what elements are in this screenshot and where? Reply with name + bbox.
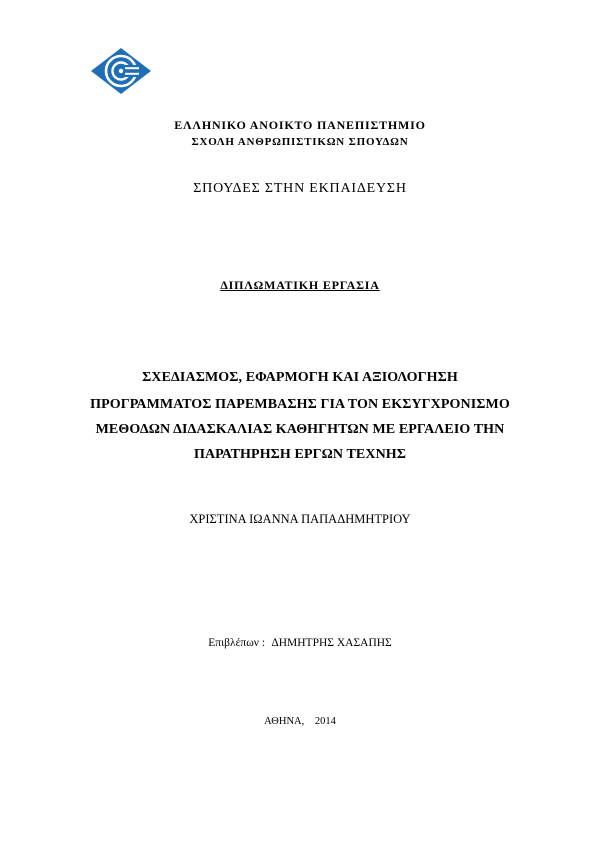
logo-bar-top [125, 67, 139, 69]
thesis-title-line: ΣΧΕΔΙΑΣΜΟΣ, ΕΦΑΡΜΟΓΗ ΚΑΙ ΑΞΙΟΛΟΓΗΣΗ [142, 370, 458, 385]
supervisor [0, 637, 600, 649]
thesis-type: ΔΙΠΛΩΜΑΤΙΚΗ ΕΡΓΑΣΙΑ [220, 278, 380, 292]
school-name: ΣΧΟΛΗ ΑΝΘΡΩΠΙΣΤΙΚΩΝ ΣΠΟΥΔΩΝ [191, 136, 409, 148]
supervisor-label: Επιβλέπων : [208, 637, 266, 649]
thesis-title-line: ΠΑΡΑΤΗΡΗΣΗ ΕΡΓΩΝ ΤΕΧΝΗΣ [193, 447, 407, 462]
logo-center-dot [119, 69, 123, 73]
logo-bar-bottom [125, 73, 139, 75]
supervisor-name: ΔΗΜΗΤΡΗΣ ΧΑΣΑΠΗΣ [271, 637, 392, 649]
program-name: ΣΠΟΥΔΕΣ ΣΤΗΝ ΕΚΠΑΙΔΕΥΣΗ [193, 181, 407, 196]
university-name: ΕΛΛΗΝΙΚΟ ΑΝΟΙΚΤΟ ΠΑΝΕΠΙΣΤΗΜΙΟ [174, 118, 426, 132]
place-date [0, 716, 600, 727]
thesis-title-line: ΠΡΟΓΡΑΜΜΑΤΟΣ ΠΑΡΕΜΒΑΣΗΣ ΓΙΑ ΤΟΝ ΕΚΣΥΓΧΡΟΝΙΣΜΟ [90, 397, 510, 412]
author-name: ΧΡΙΣΤΙΝΑ ΙΩΑΝΝΑ ΠΑΠΑΔΗΜΗΤΡΙΟΥ [189, 512, 411, 526]
year: 2014 [314, 716, 336, 727]
logo-gap [123, 65, 139, 77]
eap-logo [89, 46, 153, 96]
place: ΑΘΗΝΑ, [264, 716, 305, 727]
thesis-title-line: ΜΕΘΟΔΩΝ ΔΙΔΑΣΚΑΛΙΑΣ ΚΑΘΗΓΗΤΩΝ ΜΕ ΕΡΓΑΛΕΙΟ ΤΗΝ [95, 422, 505, 437]
